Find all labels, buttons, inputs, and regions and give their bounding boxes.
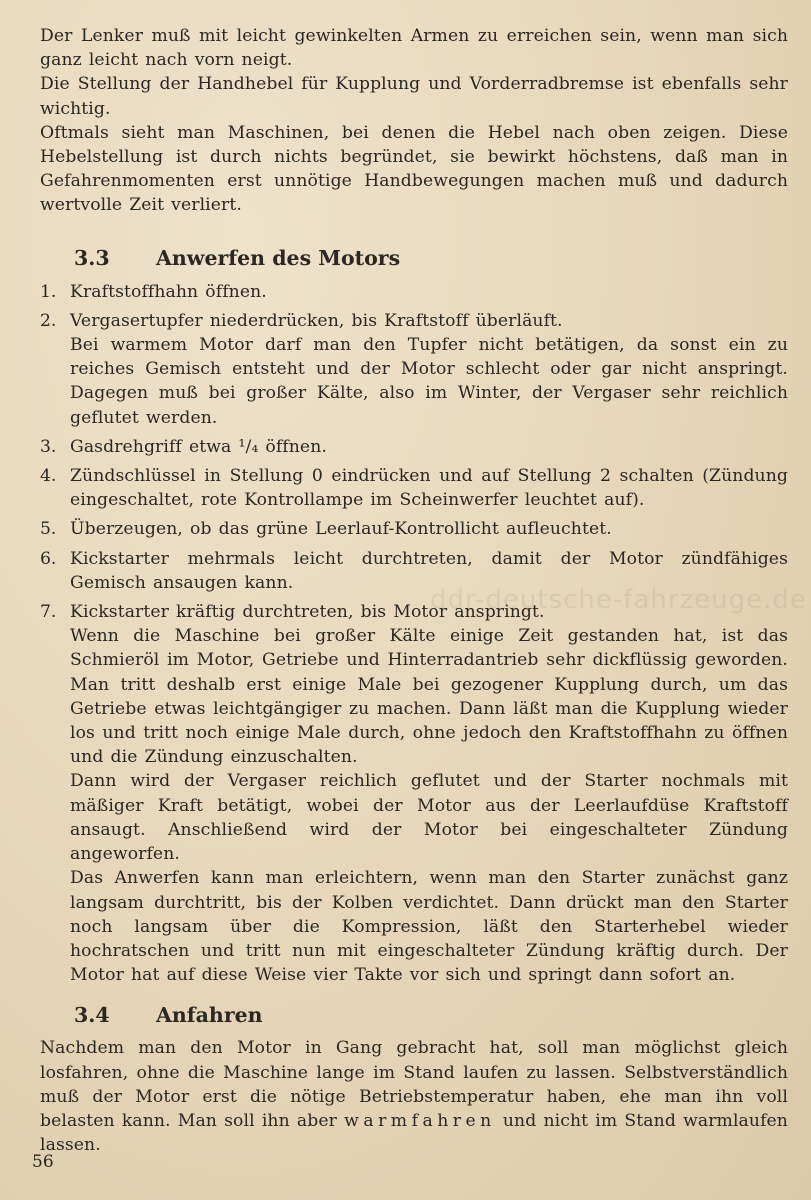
- page-content: [40, 24, 788, 1157]
- paragraph-text: Nachdem man den Motor in Gang gebracht hat, soll man möglichst gleich losfahren, ohne die Maschine lange im Stand laufen zu lassen. Selbstverständlich muß der Motor erst die nötige Betriebstemperatur haben, ehe man ihn voll belasten kann. Man soll ihn aber: [40, 1038, 788, 1131]
- step-paragraph: Das Anwerfen kann man erleichtern, wenn man den Starter zunächst ganz langsam durchtritt, bis der Kolben verdichtet. Dann drückt man den Starter noch langsam über die Kompression, läßt den Starterhebel wieder hochratschen und tritt nun mit eingeschalteter Zündung kräftig durch. Der Motor hat auf diese Weise vier Takte vor sich und springt dann sofort an.: [70, 868, 788, 986]
- step-paragraph: Dann wird der Vergaser reichlich geflutet und der Starter nochmals mit mäßiger Kraft betätigt, wobei der Motor aus der Leerlaufdüse Kraftstoff ansaugt. Anschließend wird der Motor bei eingeschalteter Zündung angeworfen.: [70, 771, 788, 865]
- step-number: 7.: [40, 602, 57, 623]
- step-paragraph: Überzeugen, ob das grüne Leerlauf-Kontrollicht aufleuchtet.: [70, 519, 612, 540]
- step-paragraph: Zündschlüssel in Stellung 0 eindrücken und auf Stellung 2 schalten (Zündung eingeschaltet, rote Kontrollampe im Scheinwerfer leuchtet auf).: [70, 466, 788, 511]
- step-paragraph: Vergasertupfer niederdrücken, bis Kraftstoff überläuft.: [70, 310, 563, 331]
- section-number: 3.3: [74, 245, 110, 270]
- section-title: Anwerfen des Motors: [156, 245, 401, 270]
- step-number: 2.: [40, 310, 57, 331]
- steps-list: [40, 280, 788, 988]
- section-title: Anfahren: [156, 1003, 263, 1028]
- step-number: 6.: [40, 548, 57, 569]
- step-paragraph: Kickstarter mehrmals leicht durchtreten, damit der Motor zündfähiges Gemisch ansaugen kann.: [70, 548, 788, 593]
- step-body: [70, 280, 788, 304]
- emphasized-word: warmfahren: [344, 1110, 496, 1131]
- page-number: 56: [32, 1152, 54, 1172]
- step-item: [40, 547, 788, 595]
- step-paragraph: Kraftstoffhahn öffnen.: [70, 281, 267, 302]
- step-item: [40, 517, 788, 541]
- step-number: 4.: [40, 466, 57, 487]
- step-body: [70, 600, 788, 987]
- step-paragraph: Kickstarter kräftig durchtreten, bis Motor anspringt.: [70, 602, 545, 623]
- step-number: 5.: [40, 519, 57, 540]
- step-body: [70, 464, 788, 512]
- step-number: 3.: [40, 436, 57, 457]
- intro-text: [40, 24, 788, 218]
- intro-paragraph: Oftmals sieht man Maschinen, bei denen die Hebel nach oben zeigen. Diese Hebelstellung ist durch nichts begründet, sie bewirkt höchstens, daß man in Gefahrenmomenten erst unnötige Handbewegungen machen muß und dadurch wertvolle Zeit verliert.: [40, 122, 788, 216]
- step-body: [70, 547, 788, 595]
- step-item: [40, 600, 788, 987]
- step-number: 1.: [40, 281, 57, 302]
- step-item: [40, 435, 788, 459]
- step-body: [70, 309, 788, 430]
- intro-paragraph: Der Lenker muß mit leicht gewinkelten Armen zu erreichen sein, wenn man sich ganz leicht nach vorn neigt.: [40, 26, 788, 71]
- section-3-4-paragraph: [40, 1036, 788, 1157]
- step-body: [70, 435, 788, 459]
- step-item: [40, 309, 788, 430]
- section-heading-3-3: [40, 244, 788, 272]
- step-paragraph: Wenn die Maschine bei großer Kälte einige Zeit gestanden hat, ist das Schmieröl im Motor, Getriebe und Hinterradantrieb sehr dickflüssig geworden. Man tritt deshalb erst einige Male bei gezogener Kupplung durch, um das Getriebe etwas leichtgängiger zu machen. Dann läßt man die Kupplung wieder los und tritt noch einige Male durch, ohne jedoch den Kraftstoffhahn zu öffnen und die Zündung einzuschalten.: [70, 626, 788, 768]
- watermark: ddr-deutsche-fahrzeuge.de: [430, 585, 807, 615]
- step-item: [40, 464, 788, 512]
- step-paragraph: Bei warmem Motor darf man den Tupfer nicht betätigen, da sonst ein zu reiches Gemisch entsteht und der Motor schlecht oder gar nicht anspringt. Dagegen muß bei großer Kälte, also im Winter, der Vergaser sehr reichlich geflutet werden.: [70, 335, 788, 428]
- intro-paragraph: Die Stellung der Handhebel für Kupplung und Vorderradbremse ist ebenfalls sehr wichtig.: [40, 74, 788, 119]
- paragraph-text: und nicht im Stand warmlaufen lassen.: [40, 1110, 788, 1156]
- section-heading-3-4: [40, 1001, 788, 1029]
- section-number: 3.4: [74, 1003, 110, 1028]
- step-body: [70, 517, 788, 541]
- step-paragraph: Gasdrehgriff etwa ¹/₄ öffnen.: [70, 436, 327, 457]
- step-item: [40, 280, 788, 304]
